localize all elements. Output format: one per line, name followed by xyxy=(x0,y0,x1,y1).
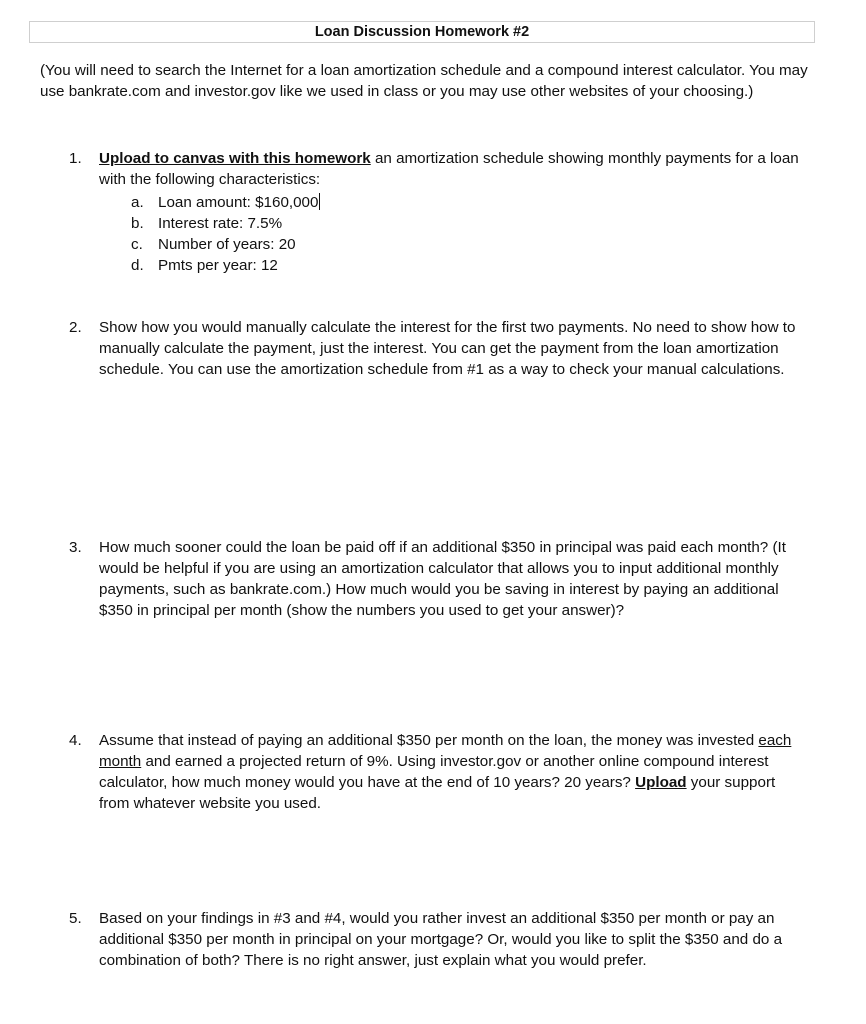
question-4 xyxy=(69,730,805,814)
list-item: a. Loan amount: $160,000 xyxy=(131,194,319,211)
interest-rate: Interest rate: 7.5% xyxy=(158,215,283,232)
question-1-text xyxy=(99,148,805,190)
loan-amount: Loan amount: $160,000 xyxy=(158,194,319,211)
text-cursor xyxy=(319,193,320,210)
question-5-text: Based on your findings in #3 and #4, would you rather invest an additional $350 per month or pay an additional $350 per month in principal on your mortgage? Or, would you like to split the $350 and do a combination of both? There is no right answer, just explain what you would prefer. xyxy=(99,910,783,969)
question-1 xyxy=(69,148,805,276)
each-month-underline: each month xyxy=(99,732,792,770)
question-2-number: 2. xyxy=(69,319,82,336)
upload-bold: Upload xyxy=(635,774,687,791)
question-1-rest: an amortization schedule showing monthly payments for a loan with the following characteristics: xyxy=(99,150,799,188)
question-4-text: Assume that instead of paying an additional $350 per month on the loan, the money was invested each month and earned a projected return of 9%. Using investor.gov or another online compound interest calculator, how much money would you have at the end of 10 years? 20 years? Upload your support from whatever website you used. xyxy=(99,732,792,812)
question-1-number: 1. xyxy=(69,150,82,167)
question-5-number: 5. xyxy=(69,910,82,927)
question-3 xyxy=(69,537,805,621)
upload-instruction: Upload to canvas with this homework xyxy=(99,150,371,167)
loan-characteristics-list xyxy=(99,192,805,276)
question-2-text: Show how you would manually calculate the interest for the first two payments. No need to show how to manually calculate the payment, just the interest. You can get the payment from the loan amortization schedule. You can use the amortization schedule from #1 as a way to check your manual calculations. xyxy=(99,319,796,378)
list-item: d. Pmts per year: 12 xyxy=(131,257,278,274)
question-3-number: 3. xyxy=(69,539,82,556)
payments-per-year: Pmts per year: 12 xyxy=(158,257,278,274)
number-of-years: Number of years: 20 xyxy=(158,236,296,253)
list-item: b. Interest rate: 7.5% xyxy=(131,215,283,232)
question-4-number: 4. xyxy=(69,732,82,749)
question-2 xyxy=(69,317,805,380)
document-title: Loan Discussion Homework #2 xyxy=(29,21,815,43)
question-5 xyxy=(69,908,805,971)
question-3-text: How much sooner could the loan be paid off if an additional $350 in principal was paid each month? (It would be helpful if you are using an amortization calculator that allows you to input additional monthly payments, such as bankrate.com.) How much would you be saving in interest by paying an additional $350 in principal per month (show the numbers you used to get your answer)? xyxy=(99,539,786,619)
list-item: c. Number of years: 20 xyxy=(131,236,296,253)
intro-paragraph: (You will need to search the Internet for a loan amortization schedule and a compound interest calculator. You may use bankrate.com and investor.gov like we used in class or you may use other websites of your choosing.) xyxy=(40,62,808,100)
